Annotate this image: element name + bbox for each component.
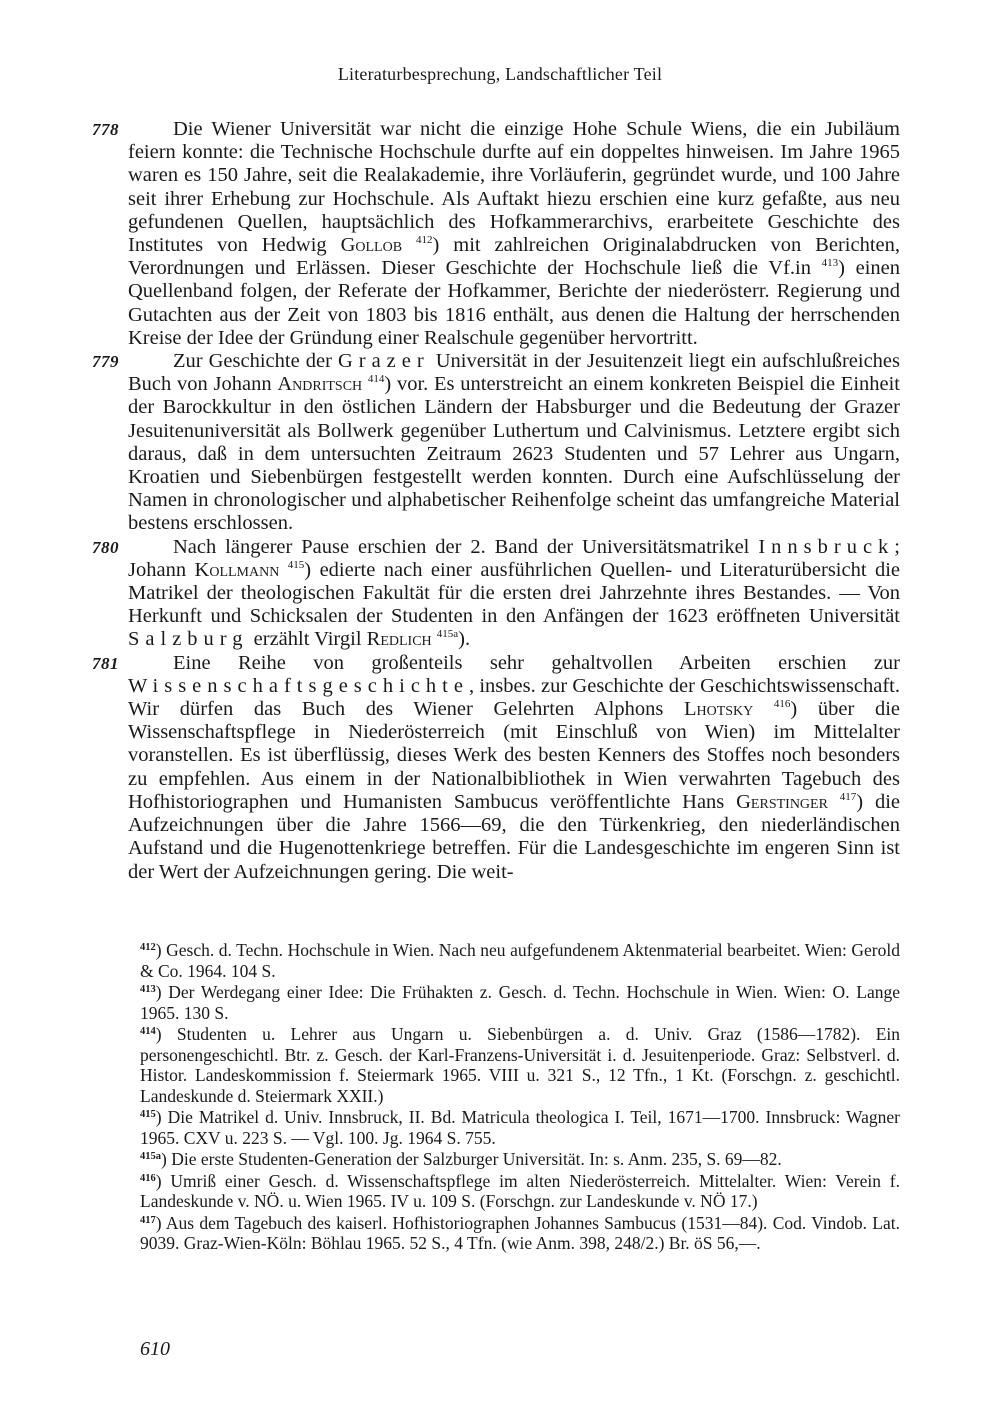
footnote-text: ) Aus dem Tagebuch des kaiserl. Hofhistoriographen Johannes Sambucus (1531—84). Cod. Vindob. Lat. 9039. Graz-Wien-Köln: Böhlau 1965. 52 S., 4 Tfn. (wie Anm. 398, 248/2.) Br. öS 56,—. [140, 1212, 900, 1253]
spaced-topic: Wissenschaftsgeschichte [128, 674, 469, 697]
entry-number: 778 [92, 120, 119, 139]
footnote-415a [140, 1149, 900, 1170]
author-name: Redlich [366, 628, 432, 651]
footnote-ref[interactable]: 413 [821, 257, 839, 270]
entry-number: 781 [92, 653, 119, 673]
entry-779 [92, 350, 901, 536]
entry-778 [92, 118, 900, 350]
running-title: Literaturbesprechung, Landschaftlicher Teil [337, 64, 663, 84]
spaced-place-name: Salzburg [128, 628, 249, 651]
footnote-ref[interactable]: 412 [416, 234, 433, 247]
footnote-417 [140, 1213, 900, 1254]
entry-text: ) vor. Es unterstreicht an einem konkreten Beispiel die Einheit der Barockkultur in den östlichen Ländern der Habsburger und die Bedeutung der Grazer Jesuitenuniversität als Bollwerk gegenüber Luthertum und Calvinismus. Letztere ergibt sich daraus, daß in dem untersuchten Zeitraum 2623 Studenten und 57 Lehrer aus Ungarn, Kroatien und Siebenbürgen festgestellt werden konnten. Durch eine Aufschlüsselung der Namen in chronologischer und alphabetischer Reihenfolge scheint das umfangreiche Material bestens erschlossen. [128, 373, 901, 535]
footnote-text: ) Gesch. d. Techn. Hochschule in Wien. Nach neu aufgefundenem Aktenmaterial bearbeitet. Wien: Gerold & Co. 1964. 104 S. [140, 940, 900, 981]
entry-text: ) die Aufzeichnungen über die Jahre 1566—69, die den Türkenkrieg, den niederländischen Aufstand und die Hugenottenkriege betreffen. Für die Landesgeschichte im engeren Sinn ist der Wert der Aufzeichnungen gering. Die weit- [128, 790, 900, 883]
footnote-text: ) Umriß einer Gesch. d. Wissenschaftspflege im alten Niederösterreich. Mittelalter. Wien: Verein f. Landeskunde v. NÖ. u. Wien 1965. IV u. 109 S. (Forschgn. zur Landeskunde v. NÖ 17.) [140, 1170, 900, 1211]
footnote-number: 415a [140, 1151, 161, 1162]
entry-text: ). [458, 628, 471, 651]
footnote-number: 412 [140, 942, 156, 953]
author-name: Gollob [340, 234, 403, 257]
footnote-text: ) Die Matrikel d. Univ. Innsbruck, II. Bd. Matricula theologica I. Teil, 1671—1700. Innsbruck: Wagner 1965. CXV u. 223 S. — Vgl. 100. Jg. 1964 S. 755. [140, 1107, 900, 1148]
entry-text: ) edierte nach einer ausführlichen Quellen- und Literaturübersicht die Matrikel der theologischen Fakultät für die ersten drei Jahrzehnte ihres Bestandes. — Von Herkunft und Schicksalen der Studenten in den Anfängen der 1623 eröffneten Universität [128, 558, 901, 628]
footnote-ref[interactable]: 414 [367, 373, 385, 386]
entry-text: ) über die Wissenschaftspflege in Niederösterreich (mit Einschluß von Wien) im Mittelalter voranstellen. Es ist überflüssig, dieses Werk des besten Kenners des Stoffes noch besonders zu empfehlen. Aus einem in der Nationalbibliothek in Wien verwahrten Tagebuch des Hofhistoriographen und Humanisten Sambucus veröffentlichte Hans [128, 698, 901, 813]
footnote-text: ) Die erste Studenten-Generation der Salzburger Universität. In: s. Anm. 235, S. 69—82. [161, 1149, 782, 1169]
entry-780 [92, 535, 901, 652]
entry-text: ) einen Quellenband folgen, der Referate der Hofkammer, Berichte der niederösterr. Regierung und Gutachten aus der Zeit von 1803 bis 1816 enthält, aus denen die Haltung der herrschenden Kreise der Idee der Gründung einer Realschule gegenüber hervortritt. [128, 257, 900, 349]
entry-number: 779 [92, 352, 119, 372]
footnote-number: 415 [140, 1109, 156, 1120]
entry-text: ) mit zahlreichen Originalabdrucken von Berichten, Verordnungen und Erlässen. Dieser Geschichte der Hochschule ließ die Vf.in [128, 234, 900, 280]
entry-text: Die Wiener Universität war nicht die einzige Hohe Schule Wiens, die ein Jubiläum feiern konnte: die Technische Hochschule durfte auf ein doppeltes hinweisen. Im Jahre 1965 waren es 150 Jahre, seit die Realakademie, ihre Vorläuferin, gegründet wurde, und 100 Jahre seit ihrer Erhebung zur Hochschule. Als Auftakt hiezu erschien eine kurz gefaßte, aus neu gefundenen Quellen, hauptsächlich des Hofkammerarchivs, erarbeitete Geschichte des Institutes von Hedwig [128, 118, 900, 257]
main-text [92, 118, 901, 884]
entry-text: Zur Geschichte der [173, 350, 338, 373]
spaced-place-name: Grazer [337, 350, 430, 373]
footnote-number: 413 [140, 984, 156, 995]
entry-text: ; Johann [128, 535, 900, 581]
spaced-place-name: Innsbruck [758, 535, 895, 558]
footnote-412 [140, 940, 900, 981]
author-name: Andritsch [277, 373, 363, 396]
entry-text: erzählt Virgil [248, 628, 367, 651]
footnote-ref[interactable]: 415 [287, 558, 305, 571]
footnote-text: ) Der Werdegang einer Idee: Die Frühakten z. Gesch. d. Techn. Hochschule in Wien. Wien: O. Lange 1965. 130 S. [140, 982, 900, 1023]
footnote-number: 414 [140, 1026, 156, 1037]
entry-text: Universität in der Jesuitenzeit liegt ein aufschlußreiches Buch von Johann [128, 350, 900, 396]
footnote-ref[interactable]: 415a [436, 628, 459, 641]
page-number: 610 [140, 1338, 170, 1360]
footnote-ref[interactable]: 416 [773, 698, 791, 711]
footnote-number: 416 [140, 1172, 156, 1184]
footnote-415 [140, 1107, 900, 1148]
footnote-416 [140, 1171, 900, 1212]
footnote-text: ) Studenten u. Lehrer aus Ungarn u. Siebenbürgen a. d. Univ. Graz (1586—1782). Ein personengeschichtl. Btr. z. Gesch. der Karl-Franzens-Universität i. d. Jesuitenperiode. Graz: Selbstverl. d. Histor. Landeskommission f. Steiermark 1965. VIII u. 321 S., 12 Tfn., 1 Kt. (Forschgn. z. geschichtl. Landeskunde d. Steiermark XXII.) [140, 1024, 900, 1106]
footnote-ref[interactable]: 417 [839, 790, 857, 803]
entry-text: Nach längerer Pause erschien der 2. Band der Universitätsmatrikel [173, 535, 759, 558]
entry-781 [92, 651, 901, 884]
author-name: Gerstinger [736, 790, 828, 813]
author-name: Lhotsky [683, 698, 754, 721]
footnote-414 [140, 1024, 900, 1106]
entry-number: 780 [92, 537, 119, 557]
entry-text: Eine Reihe von großenteils sehr gehaltvollen Arbeiten erschien zur [173, 651, 900, 674]
footnotes [140, 940, 900, 1255]
footnote-413 [140, 982, 900, 1023]
author-name: Kollmann [194, 558, 280, 581]
footnote-number: 417 [140, 1214, 156, 1226]
entry-text: , insbes. zur Geschichte der Geschichtswissenschaft. Wir dürfen das Buch des Wiener Gelehrten Alphons [128, 674, 900, 721]
